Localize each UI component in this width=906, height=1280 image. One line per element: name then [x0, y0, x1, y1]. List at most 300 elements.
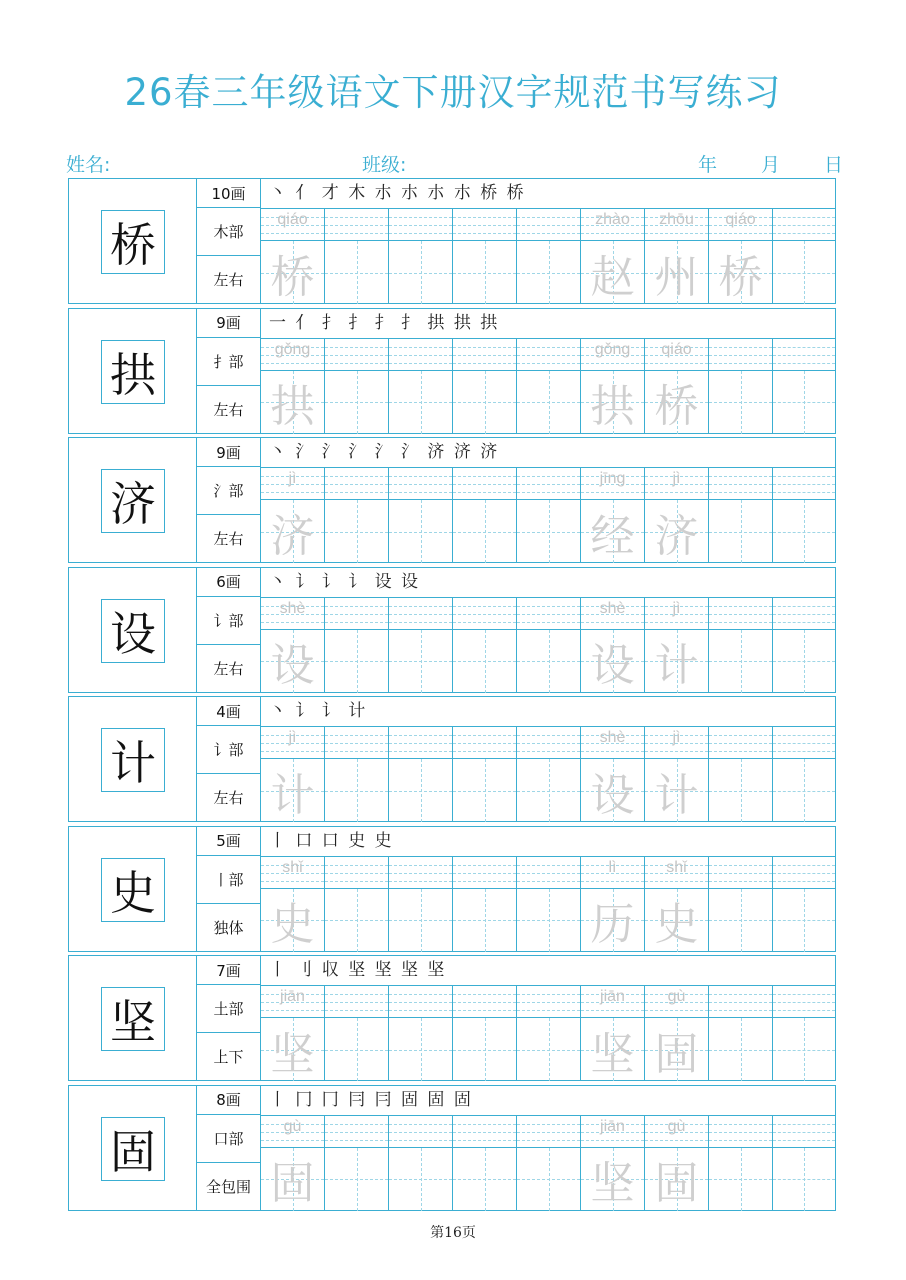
trace-character: 拱 — [590, 381, 635, 432]
tian-grid — [389, 889, 452, 952]
writing-cell[interactable] — [453, 857, 517, 952]
structure-label: 左右 — [197, 645, 261, 692]
writing-cell[interactable] — [709, 339, 773, 434]
pinyin-lines — [389, 857, 452, 889]
writing-cell[interactable] — [773, 339, 835, 434]
pinyin-text: shǐ — [666, 858, 687, 876]
writing-cell[interactable] — [645, 986, 709, 1081]
writing-cell[interactable] — [325, 986, 389, 1081]
writing-cell[interactable] — [773, 598, 835, 693]
tian-grid — [261, 1148, 324, 1211]
trace-character — [325, 759, 388, 822]
tian-grid — [325, 630, 388, 693]
writing-grid — [261, 1115, 835, 1211]
pinyin-lines — [517, 468, 580, 500]
writing-cell[interactable] — [773, 727, 835, 822]
tian-grid — [645, 759, 708, 822]
name-label: 姓名: — [66, 154, 111, 176]
writing-cell[interactable] — [709, 727, 773, 822]
character-block — [68, 567, 836, 693]
writing-cell[interactable] — [773, 209, 835, 304]
pinyin-lines — [581, 1116, 644, 1148]
pinyin-lines — [261, 857, 324, 889]
tian-grid — [453, 630, 516, 693]
pinyin-lines — [325, 468, 388, 500]
writing-cell[interactable] — [261, 209, 325, 304]
trace-character — [773, 241, 835, 304]
tian-grid — [389, 500, 452, 563]
tian-grid — [389, 371, 452, 434]
tian-grid — [581, 630, 644, 693]
tian-grid — [709, 1148, 772, 1211]
radical-label: 土部 — [197, 985, 261, 1033]
writing-grid — [261, 467, 835, 563]
trace-character — [709, 630, 772, 693]
trace-character: 桥 — [270, 251, 315, 303]
trace-character — [453, 241, 516, 304]
writing-cell[interactable] — [581, 468, 645, 563]
pinyin-lines — [325, 1116, 388, 1148]
pinyin-lines — [389, 598, 452, 630]
trace-character — [517, 759, 580, 822]
writing-grid — [261, 856, 835, 952]
structure-label: 左右 — [197, 774, 261, 821]
trace-character — [325, 630, 388, 693]
writing-cell[interactable] — [453, 986, 517, 1081]
writing-cell[interactable] — [709, 1116, 773, 1211]
writing-cell[interactable] — [773, 1116, 835, 1211]
tian-grid — [645, 500, 708, 563]
tian-grid — [453, 500, 516, 563]
writing-cell[interactable] — [709, 986, 773, 1081]
pinyin-lines — [645, 209, 708, 241]
writing-cell[interactable] — [325, 339, 389, 434]
writing-cell[interactable] — [709, 598, 773, 693]
structure-label: 左右 — [197, 256, 261, 303]
writing-cell[interactable] — [581, 857, 645, 952]
tian-grid — [581, 1148, 644, 1211]
tian-grid — [517, 889, 580, 952]
writing-cell[interactable] — [325, 1116, 389, 1211]
writing-cell[interactable] — [389, 468, 453, 563]
trace-character: 计 — [270, 769, 315, 821]
pinyin-text: jīng — [599, 470, 626, 487]
pinyin-lines — [453, 727, 516, 759]
trace-character — [517, 1148, 580, 1211]
tian-grid — [773, 1018, 835, 1081]
pinyin-lines — [261, 986, 324, 1018]
tian-grid — [389, 241, 452, 304]
trace-character: 计 — [654, 769, 699, 821]
writing-cell[interactable] — [389, 339, 453, 434]
trace-character — [389, 889, 452, 952]
character-block — [68, 437, 836, 563]
stroke-count: 10画 — [197, 179, 261, 208]
day-label: 日 — [823, 154, 843, 176]
pinyin-lines — [517, 727, 580, 759]
writing-cell[interactable] — [581, 598, 645, 693]
tian-grid — [581, 371, 644, 434]
trace-character: 桥 — [654, 381, 699, 432]
pinyin-lines — [453, 339, 516, 371]
writing-cell[interactable] — [389, 209, 453, 304]
tian-grid — [389, 1018, 452, 1081]
tian-grid — [325, 371, 388, 434]
writing-cell[interactable] — [709, 857, 773, 952]
writing-cell[interactable] — [581, 209, 645, 304]
trace-character: 历 — [590, 899, 635, 950]
trace-character — [773, 500, 835, 563]
writing-cell[interactable] — [709, 209, 773, 304]
tian-grid — [389, 1148, 452, 1211]
trace-character — [517, 889, 580, 952]
tian-grid — [325, 1018, 388, 1081]
tian-grid — [709, 1018, 772, 1081]
pinyin-text: zhōu — [659, 211, 694, 228]
writing-cell[interactable] — [709, 468, 773, 563]
writing-cell[interactable] — [773, 857, 835, 952]
pinyin-lines — [517, 986, 580, 1018]
pinyin-lines — [773, 986, 835, 1018]
tian-grid — [261, 241, 324, 304]
trace-character — [453, 500, 516, 563]
pinyin-text: shè — [599, 599, 626, 617]
pinyin-text: shǐ — [282, 858, 303, 876]
trace-character: 坚 — [590, 1158, 635, 1209]
pinyin-text: gù — [283, 1117, 302, 1135]
writing-cell[interactable] — [453, 209, 517, 304]
pinyin-text: lì — [608, 858, 617, 876]
character-block — [68, 696, 836, 822]
writing-cell[interactable] — [389, 727, 453, 822]
tian-grid — [709, 500, 772, 563]
trace-character — [325, 500, 388, 563]
writing-cell[interactable] — [773, 468, 835, 563]
tian-grid — [325, 241, 388, 304]
tian-grid — [453, 241, 516, 304]
page-title: 26春三年级语文下册汉字规范书写练习 — [124, 71, 782, 114]
pinyin-lines — [325, 209, 388, 241]
writing-cell[interactable] — [261, 598, 325, 693]
pinyin-text: jì — [288, 470, 297, 487]
tian-grid — [453, 371, 516, 434]
tian-grid — [517, 630, 580, 693]
writing-cell[interactable] — [261, 857, 325, 952]
writing-cell[interactable] — [517, 1116, 581, 1211]
pinyin-text: shè — [599, 729, 626, 746]
tian-grid — [261, 630, 324, 693]
character-block — [68, 955, 836, 1081]
trace-character — [517, 1018, 580, 1081]
writing-cell[interactable] — [581, 727, 645, 822]
writing-cell[interactable] — [581, 339, 645, 434]
tian-grid — [773, 371, 835, 434]
tian-grid — [517, 500, 580, 563]
tian-grid — [261, 889, 324, 952]
trace-character — [773, 759, 835, 822]
writing-cell[interactable] — [517, 468, 581, 563]
tian-grid — [773, 759, 835, 822]
year-label: 年 — [698, 154, 718, 176]
model-character-cell — [69, 568, 197, 692]
writing-cell[interactable] — [453, 339, 517, 434]
writing-cell[interactable] — [389, 986, 453, 1081]
writing-cell[interactable] — [325, 727, 389, 822]
tian-grid — [581, 500, 644, 563]
pinyin-lines — [773, 857, 835, 889]
trace-character — [325, 1018, 388, 1081]
pinyin-lines — [389, 986, 452, 1018]
pinyin-lines — [773, 209, 835, 241]
tian-grid — [261, 371, 324, 434]
trace-character — [517, 630, 580, 693]
pinyin-lines — [389, 727, 452, 759]
pinyin-lines — [453, 986, 516, 1018]
tian-grid — [773, 241, 835, 304]
tian-grid — [645, 889, 708, 952]
stroke-count: 6画 — [197, 568, 261, 597]
tian-grid — [389, 630, 452, 693]
writing-cell[interactable] — [517, 986, 581, 1081]
writing-cell[interactable] — [261, 339, 325, 434]
tian-grid — [389, 759, 452, 822]
model-character: 固 — [101, 1117, 165, 1181]
pinyin-lines — [325, 727, 388, 759]
tian-grid — [517, 759, 580, 822]
pinyin-lines — [709, 986, 772, 1018]
trace-character: 州 — [654, 251, 699, 303]
pinyin-text: zhào — [595, 211, 630, 228]
pinyin-lines — [773, 1116, 835, 1148]
trace-character — [453, 759, 516, 822]
trace-character — [389, 371, 452, 434]
trace-character — [453, 371, 516, 434]
pinyin-lines — [773, 339, 835, 371]
pinyin-lines — [773, 468, 835, 500]
pinyin-lines — [389, 209, 452, 241]
pinyin-lines — [645, 339, 708, 371]
stroke-count: 9画 — [197, 438, 261, 467]
model-character: 桥 — [101, 210, 165, 274]
trace-character — [709, 889, 772, 952]
pinyin-lines — [325, 986, 388, 1018]
writing-cell[interactable] — [645, 727, 709, 822]
tian-grid — [773, 1148, 835, 1211]
writing-cell[interactable] — [645, 468, 709, 563]
trace-character — [325, 241, 388, 304]
pinyin-lines — [261, 468, 324, 500]
writing-cell[interactable] — [389, 857, 453, 952]
writing-cell[interactable] — [581, 1116, 645, 1211]
writing-cell[interactable] — [453, 727, 517, 822]
trace-character: 济 — [654, 510, 699, 562]
tian-grid — [517, 1148, 580, 1211]
pinyin-lines — [261, 1116, 324, 1148]
pinyin-lines — [709, 468, 772, 500]
trace-character: 桥 — [718, 251, 763, 303]
writing-cell[interactable] — [645, 857, 709, 952]
trace-character: 设 — [590, 769, 635, 821]
pinyin-lines — [261, 598, 324, 630]
writing-cell[interactable] — [517, 727, 581, 822]
writing-cell[interactable] — [517, 209, 581, 304]
writing-cell[interactable] — [453, 598, 517, 693]
character-block — [68, 1085, 836, 1211]
pinyin-lines — [581, 598, 644, 630]
trace-character — [453, 1148, 516, 1211]
radical-label: 扌部 — [197, 338, 261, 386]
trace-character — [773, 1018, 835, 1081]
tian-grid — [325, 1148, 388, 1211]
pinyin-lines — [581, 209, 644, 241]
pinyin-lines — [517, 1116, 580, 1148]
tian-grid — [581, 889, 644, 952]
writing-cell[interactable] — [325, 857, 389, 952]
tian-grid — [645, 630, 708, 693]
model-character: 设 — [101, 599, 165, 663]
character-block — [68, 826, 836, 952]
writing-cell[interactable] — [581, 986, 645, 1081]
model-character: 史 — [101, 858, 165, 922]
trace-character: 经 — [590, 510, 635, 562]
writing-cell[interactable] — [517, 339, 581, 434]
radical-label: 讠部 — [197, 726, 261, 774]
trace-character — [709, 500, 772, 563]
tian-grid — [453, 1018, 516, 1081]
pinyin-lines — [581, 857, 644, 889]
stroke-order: 丨 冂 冂 冃 冃 固 固 固 — [269, 1089, 473, 1110]
writing-cell[interactable] — [325, 468, 389, 563]
pinyin-text: gù — [667, 1117, 686, 1135]
radical-label: 氵部 — [197, 467, 261, 515]
stroke-order: 一 亻 扌 扌 扌 扌 拱 拱 拱 — [269, 312, 500, 333]
writing-cell[interactable] — [773, 986, 835, 1081]
trace-character: 坚 — [270, 1028, 315, 1080]
pinyin-lines — [325, 598, 388, 630]
trace-character: 固 — [270, 1158, 315, 1209]
trace-character — [389, 500, 452, 563]
model-character-cell — [69, 1086, 197, 1210]
pinyin-lines — [645, 1116, 708, 1148]
trace-character — [773, 630, 835, 693]
pinyin-text: qiáo — [725, 211, 756, 228]
tian-grid — [517, 241, 580, 304]
stroke-count: 5画 — [197, 827, 261, 856]
pinyin-text: jì — [672, 729, 681, 746]
pinyin-lines — [261, 339, 324, 371]
trace-character — [709, 371, 772, 434]
writing-cell[interactable] — [261, 1116, 325, 1211]
trace-character — [517, 241, 580, 304]
pinyin-text: shè — [279, 599, 306, 617]
tian-grid — [261, 500, 324, 563]
writing-cell[interactable] — [261, 727, 325, 822]
writing-cell[interactable] — [325, 209, 389, 304]
writing-grid — [261, 985, 835, 1081]
trace-character — [517, 500, 580, 563]
pinyin-lines — [261, 727, 324, 759]
pinyin-text: jì — [672, 470, 681, 487]
radical-label: 口部 — [197, 1115, 261, 1163]
tian-grid — [325, 759, 388, 822]
writing-cell[interactable] — [389, 598, 453, 693]
pinyin-lines — [709, 727, 772, 759]
model-character: 坚 — [101, 987, 165, 1051]
pinyin-text: qiáo — [661, 340, 692, 358]
writing-cell[interactable] — [645, 209, 709, 304]
tian-grid — [581, 759, 644, 822]
writing-cell[interactable] — [645, 1116, 709, 1211]
character-block — [68, 178, 836, 304]
writing-cell[interactable] — [453, 468, 517, 563]
pinyin-text: gù — [667, 988, 686, 1005]
tian-grid — [773, 630, 835, 693]
structure-label: 独体 — [197, 904, 261, 951]
pinyin-lines — [709, 598, 772, 630]
trace-character — [325, 1148, 388, 1211]
pinyin-lines — [389, 339, 452, 371]
date-labels — [698, 150, 843, 177]
writing-cell[interactable] — [645, 598, 709, 693]
tian-grid — [709, 759, 772, 822]
writing-cell[interactable] — [325, 598, 389, 693]
writing-grid — [261, 208, 835, 304]
writing-grid — [261, 597, 835, 693]
tian-grid — [645, 371, 708, 434]
trace-character — [453, 1018, 516, 1081]
pinyin-lines — [773, 727, 835, 759]
trace-character — [709, 1148, 772, 1211]
page-number: 第16页 — [430, 1225, 476, 1241]
writing-cell[interactable] — [389, 1116, 453, 1211]
trace-character — [389, 1148, 452, 1211]
radical-label: 讠部 — [197, 597, 261, 645]
tian-grid — [453, 1148, 516, 1211]
writing-cell[interactable] — [453, 1116, 517, 1211]
stroke-order: 丨 刂 収 坚 坚 坚 坚 — [269, 960, 447, 980]
writing-cell[interactable] — [517, 857, 581, 952]
writing-cell[interactable] — [517, 598, 581, 693]
stroke-order: 丶 讠 讠 讠 设 设 — [269, 571, 421, 592]
model-character-cell — [69, 956, 197, 1080]
trace-character — [773, 371, 835, 434]
tian-grid — [581, 1018, 644, 1081]
month-label: 月 — [760, 154, 780, 176]
trace-character — [773, 889, 835, 952]
pinyin-lines — [389, 1116, 452, 1148]
model-character-cell — [69, 309, 197, 433]
tian-grid — [645, 241, 708, 304]
tian-grid — [645, 1018, 708, 1081]
pinyin-lines — [581, 339, 644, 371]
writing-cell[interactable] — [261, 986, 325, 1081]
trace-character — [709, 1018, 772, 1081]
trace-character — [709, 759, 772, 822]
stroke-order: 丶 讠 讠 计 — [269, 701, 368, 721]
structure-label: 上下 — [197, 1033, 261, 1080]
pinyin-lines — [645, 857, 708, 889]
stroke-order: 丨 口 口 史 史 — [269, 830, 394, 851]
tian-grid — [773, 889, 835, 952]
writing-grid — [261, 338, 835, 434]
tian-grid — [773, 500, 835, 563]
radical-label: 丨部 — [197, 856, 261, 904]
pinyin-lines — [581, 986, 644, 1018]
writing-cell[interactable] — [261, 468, 325, 563]
tian-grid — [709, 371, 772, 434]
pinyin-lines — [389, 468, 452, 500]
writing-cell[interactable] — [645, 339, 709, 434]
